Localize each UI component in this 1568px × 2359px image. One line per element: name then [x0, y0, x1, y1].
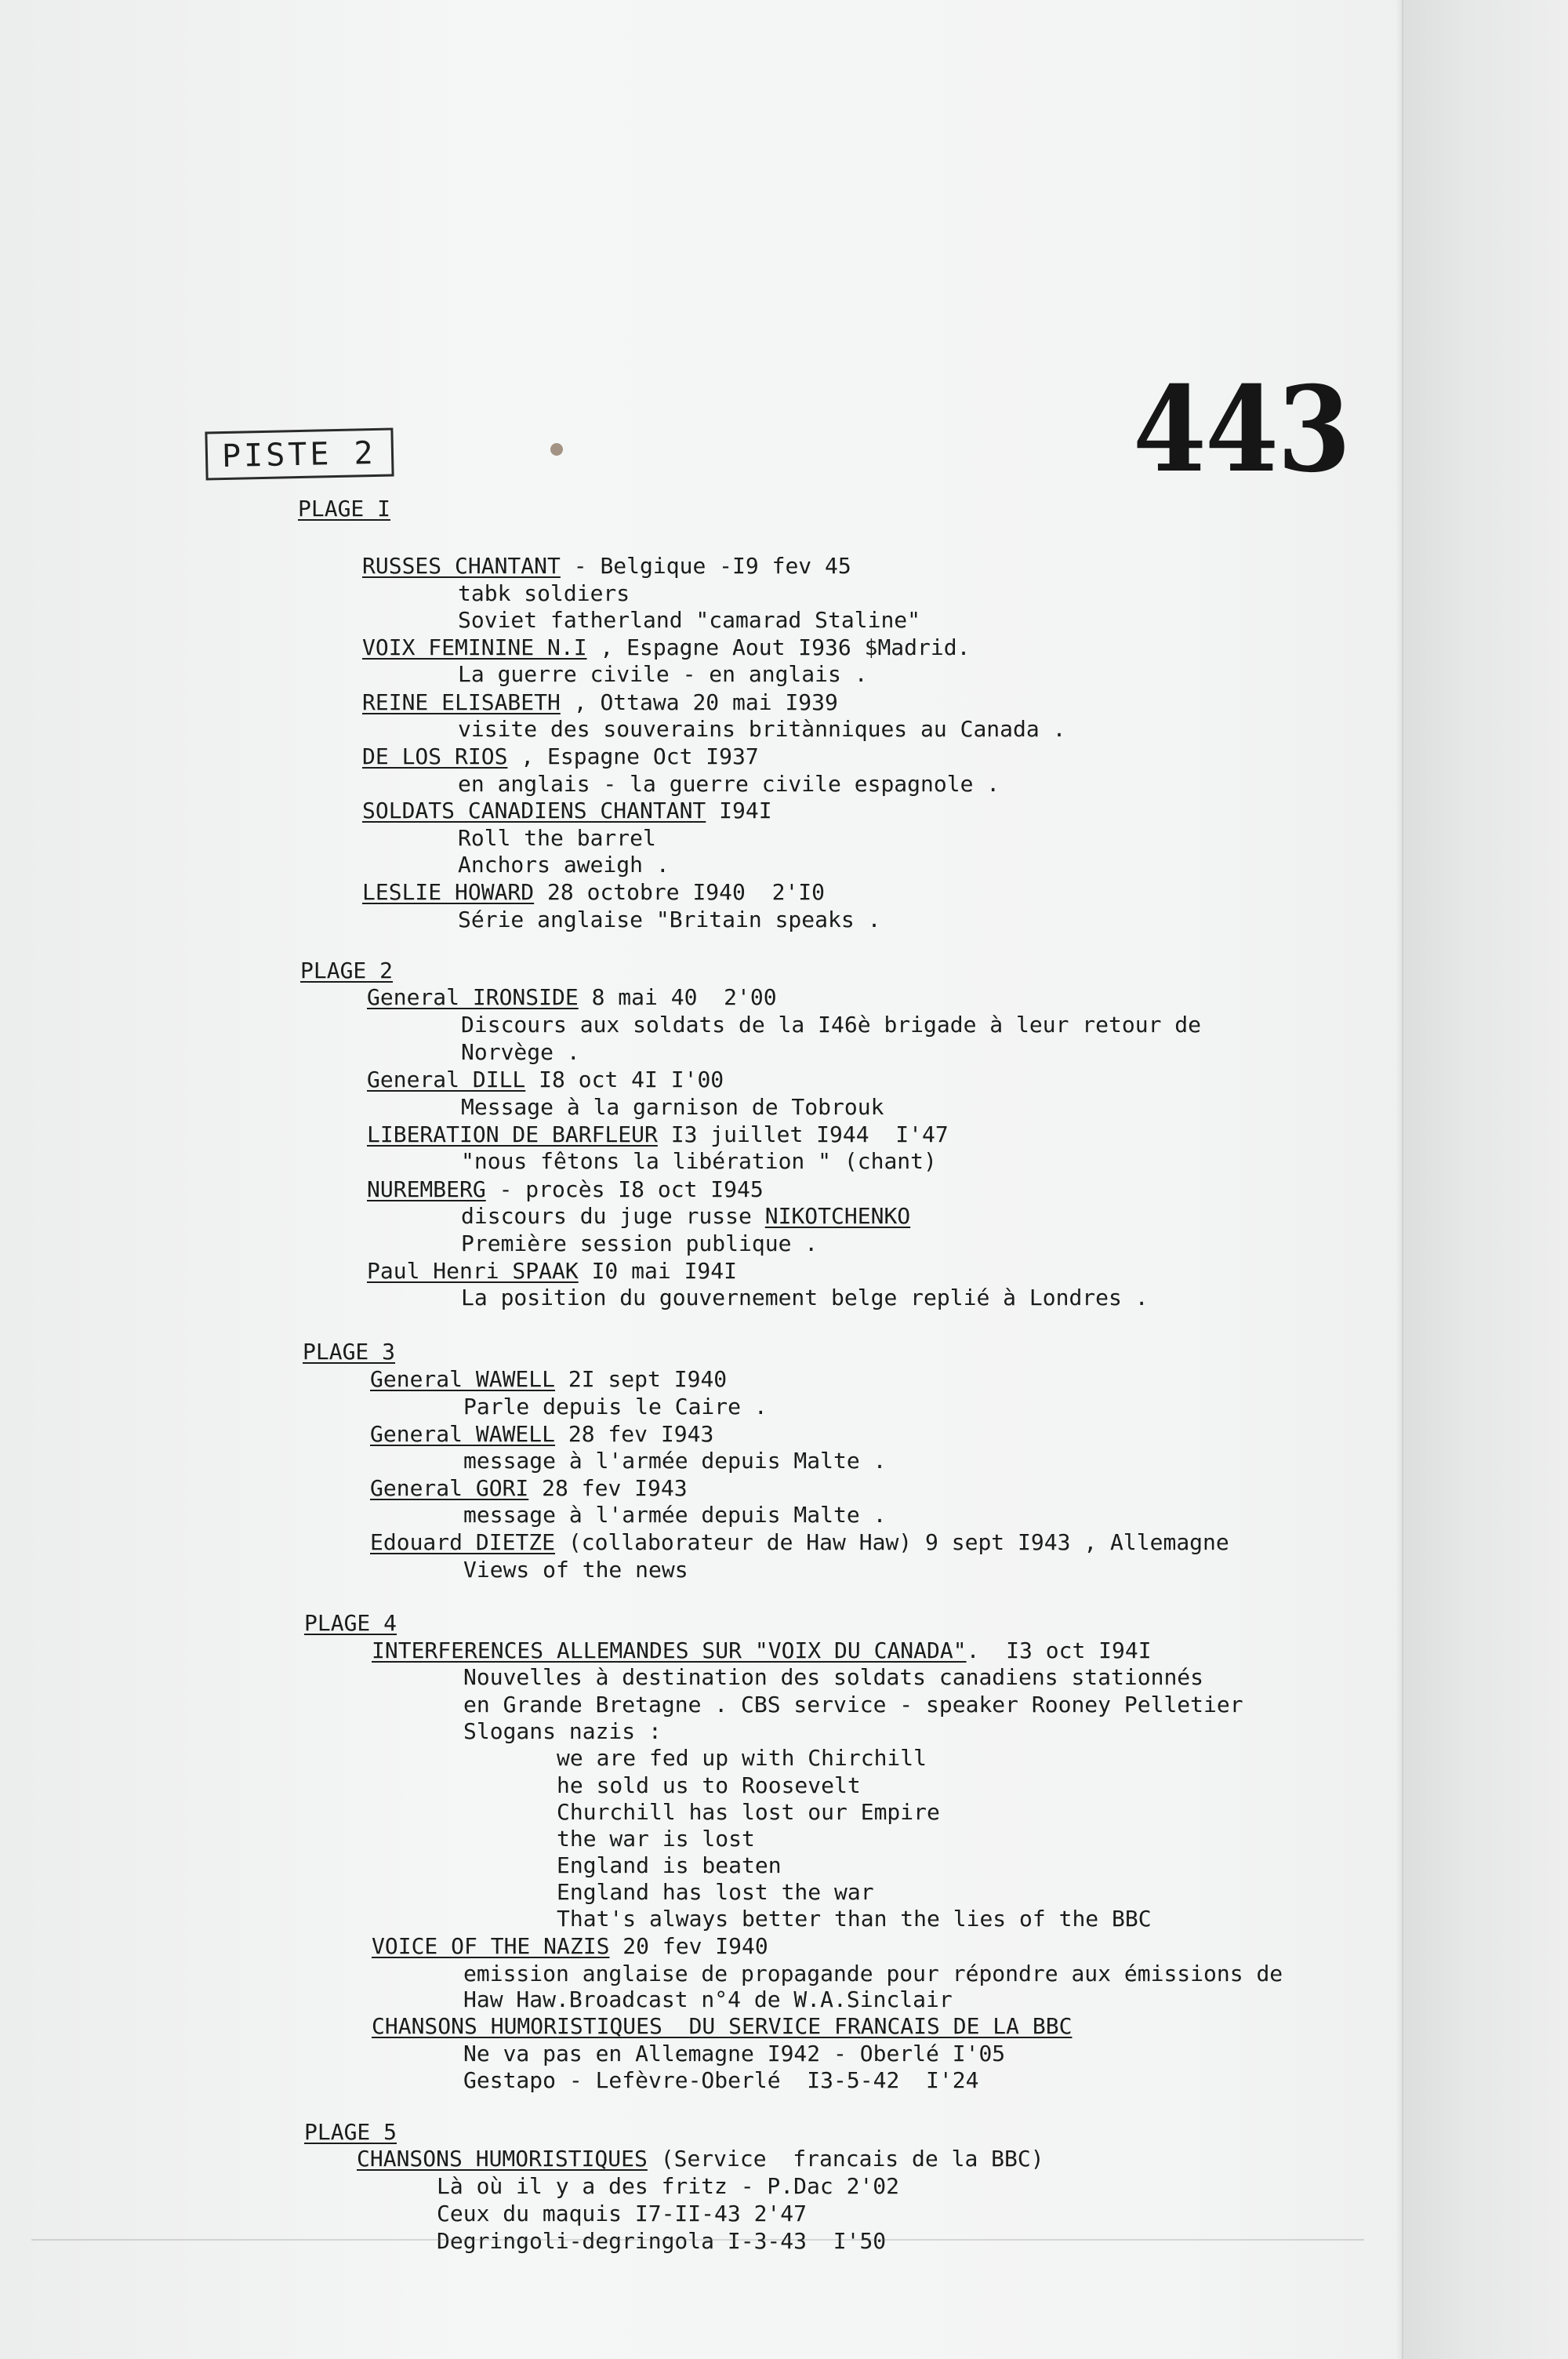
- entry-detail: Discours aux soldats de la I46è brigade à leur retour de: [461, 1012, 1202, 1038]
- entry-detail-line: [463, 1986, 953, 2013]
- entry-detail: That's always better than the lies of the BBC: [557, 1906, 1152, 1932]
- entry-heading-details: I8 oct 4I I'00: [525, 1067, 724, 1092]
- entry-heading-details: 28 fev I943: [528, 1475, 688, 1501]
- entry-detail: Série anglaise "Britain speaks .: [458, 907, 881, 932]
- entry-heading-details: 28 fev I943: [555, 1421, 714, 1447]
- entry-detail-line: [463, 1961, 1283, 1987]
- entry-detail-line: [557, 1745, 927, 1772]
- entry-heading-line: [357, 2146, 1044, 2172]
- entry-heading-line: [362, 553, 851, 580]
- entry-detail: Churchill has lost our Empire: [557, 1799, 940, 1825]
- entry-heading: SOLDATS CANADIENS CHANTANT: [362, 798, 706, 823]
- entry-detail-line: [458, 907, 880, 933]
- punch-hole: [550, 443, 563, 456]
- entry-detail: visite des souverains britànniques au Canada .: [458, 716, 1066, 742]
- entry-heading-line: [362, 634, 970, 661]
- entry-heading: NUREMBERG: [367, 1176, 486, 1202]
- entry-detail: we are fed up with Chirchill: [557, 1745, 927, 1771]
- entry-detail-line: [463, 2041, 1005, 2067]
- entry-heading-details: 8 mai 40 2'00: [578, 984, 777, 1010]
- entry-detail-line: [463, 1664, 1203, 1691]
- entry-heading-details: , Ottawa 20 mai I939: [560, 689, 838, 715]
- entry-heading: VOIX FEMININE N.I: [362, 634, 587, 660]
- entry-heading-details: (Service francais de la BBC): [647, 2146, 1044, 2172]
- piste-stamp: [205, 427, 394, 480]
- entry-detail: Parle depuis le Caire .: [463, 1394, 768, 1419]
- entry-detail: the war is lost: [557, 1826, 755, 1852]
- entry-detail: he sold us to Roosevelt: [557, 1772, 861, 1798]
- entry-detail: "nous fêtons la libération " (chant): [461, 1148, 937, 1174]
- background-edge: [1402, 0, 1568, 2359]
- entry-heading-details: 28 octobre I940 2'I0: [534, 879, 826, 905]
- entry-detail-line: [463, 2067, 978, 2094]
- entry-heading-line: [372, 2013, 1072, 2040]
- entry-detail-line: [458, 716, 1065, 743]
- entry-detail-line: [557, 1772, 861, 1799]
- entry-heading: Paul Henri SPAAK: [367, 1258, 579, 1284]
- entry-heading-details: 2I sept I940: [555, 1366, 728, 1392]
- entry-detail-line: [463, 1718, 662, 1745]
- entry-detail: England is beaten: [557, 1852, 782, 1878]
- entry-detail-line: [463, 1557, 688, 1583]
- entry-detail-line: [557, 1879, 874, 1906]
- entry-detail: Nouvelles à destination des soldats canadiens stationnés: [463, 1664, 1204, 1690]
- entry-detail: Roll the barrel: [458, 825, 656, 851]
- entry-heading-line: [362, 879, 825, 906]
- entry-heading-line: [367, 1121, 949, 1148]
- entry-detail: Degringoli-degringola I-3-43 I'50: [437, 2228, 887, 2254]
- section-title: PLAGE 3: [303, 1339, 396, 1365]
- entry-heading-details: , Espagne Aout I936 $Madrid.: [586, 634, 971, 660]
- entry-detail: Views of the news: [463, 1557, 688, 1583]
- entry-detail-line: [463, 1502, 886, 1528]
- entry-heading-details: I94I: [706, 798, 772, 823]
- entry-detail: Haw Haw.Broadcast n°4 de W.A.Sinclair: [463, 1986, 953, 2012]
- entry-heading-details: , Espagne Oct I937: [507, 743, 759, 769]
- entry-heading: INTERFERENCES ALLEMANDES SUR "VOIX DU CANADA": [372, 1637, 967, 1663]
- sheet-shadow: [1396, 0, 1403, 2359]
- entry-heading: General WAWELL: [370, 1421, 556, 1447]
- entry-detail: Anchors aweigh .: [458, 852, 670, 878]
- entry-heading-details: I0 mai I94I: [578, 1258, 738, 1284]
- entry-heading-line: [372, 1933, 768, 1960]
- entry-detail: La position du gouvernement belge replié à Londres .: [461, 1285, 1149, 1310]
- entry-detail-line: [463, 1692, 1243, 1718]
- entry-detail-line: [458, 852, 670, 878]
- entry-detail: message à l'armée depuis Malte .: [463, 1502, 887, 1528]
- entry-detail-line: [557, 1799, 940, 1826]
- entry-heading: RUSSES CHANTANT: [362, 553, 561, 579]
- entry-heading-line: [372, 1637, 1152, 1664]
- entry-detail: en anglais - la guerre civile espagnole .: [458, 771, 1000, 797]
- entry-detail: England has lost the war: [557, 1879, 874, 1905]
- entry-heading-details: - Belgique -I9 fev 45: [560, 553, 851, 579]
- entry-detail: Ceux du maquis I7-II-43 2'47: [437, 2201, 808, 2226]
- entry-heading-line: [370, 1421, 713, 1448]
- entry-heading: General DILL: [367, 1067, 526, 1092]
- entry-heading-line: [367, 1067, 724, 1093]
- section-title: PLAGE 2: [300, 958, 394, 983]
- entry-detail-line: [461, 1039, 580, 1066]
- entry-detail: Ne va pas en Allemagne I942 - Oberlé I'05: [463, 2041, 1006, 2066]
- entry-heading-line: [370, 1366, 727, 1393]
- entry-heading-details: (collaborateur de Haw Haw) 9 sept I943 , Allemagne: [555, 1529, 1229, 1555]
- entry-heading: DE LOS RIOS: [362, 743, 508, 769]
- entry-detail-line: [458, 607, 920, 634]
- entry-heading-line: [362, 689, 838, 716]
- entry-detail: discours du juge russe: [461, 1203, 765, 1229]
- entry-detail: Norvège .: [461, 1039, 580, 1065]
- entry-heading-line: [367, 1258, 737, 1285]
- entry-detail-line: [437, 2173, 899, 2200]
- entry-detail: La guerre civile - en anglais .: [458, 661, 868, 687]
- entry-detail-line: [461, 1148, 937, 1175]
- entry-heading-line: [367, 984, 777, 1011]
- section-title: PLAGE I: [298, 496, 391, 522]
- document-number: 443: [1133, 361, 1350, 499]
- entry-detail-line: [557, 1906, 1152, 1932]
- entry-heading-details: - procès I8 oct I945: [485, 1176, 764, 1202]
- entry-detail: Première session publique .: [461, 1230, 818, 1256]
- entry-detail-line: [437, 2201, 807, 2227]
- entry-heading-details: 20 fev I940: [609, 1933, 768, 1959]
- entry-heading: REINE ELISABETH: [362, 689, 561, 715]
- section-title: PLAGE 4: [304, 1610, 397, 1636]
- entry-detail-line: [461, 1203, 910, 1230]
- entry-detail-line: [461, 1285, 1149, 1311]
- entry-heading-line: [370, 1529, 1229, 1556]
- entry-detail: Gestapo - Lefèvre-Oberlé I3-5-42 I'24: [463, 2067, 979, 2093]
- entry-detail-line: [458, 580, 630, 607]
- entry-heading-line: [362, 798, 772, 824]
- entry-detail-line: [458, 771, 1000, 798]
- entry-heading-details: I3 juillet I944 I'47: [657, 1121, 949, 1147]
- entry-heading-line: [370, 1475, 688, 1502]
- entry-heading: LESLIE HOWARD: [362, 879, 535, 905]
- entry-detail: en Grande Bretagne . CBS service - speaker Rooney Pelletier: [463, 1692, 1243, 1717]
- entry-detail: emission anglaise de propagande pour répondre aux émissions de: [463, 1961, 1283, 1986]
- entry-heading-details: . I3 oct I94I: [966, 1637, 1152, 1663]
- entry-heading-line: [367, 1176, 764, 1203]
- entry-heading: LIBERATION DE BARFLEUR: [367, 1121, 658, 1147]
- entry-detail-line: [461, 1230, 818, 1257]
- entry-heading: General IRONSIDE: [367, 984, 579, 1010]
- entry-detail-line: [463, 1448, 886, 1474]
- stamp-text: PISTE 2: [221, 434, 377, 475]
- entry-heading: CHANSONS HUMORISTIQUES: [357, 2146, 648, 2172]
- entry-detail-line: [461, 1012, 1201, 1038]
- section-title: PLAGE 5: [304, 2119, 397, 2145]
- entry-heading: General WAWELL: [370, 1366, 556, 1392]
- entry-detail: Message à la garnison de Tobrouk: [461, 1094, 884, 1120]
- entry-detail: Soviet fatherland "camarad Staline": [458, 607, 921, 633]
- entry-detail-line: [557, 1852, 782, 1879]
- entry-detail: tabk soldiers: [458, 580, 630, 606]
- entry-detail-line: [557, 1826, 755, 1852]
- entry-detail-line: [461, 1094, 884, 1121]
- entry-detail-line: [463, 1394, 768, 1420]
- entry-heading: CHANSONS HUMORISTIQUES DU SERVICE FRANCAIS DE LA BBC: [372, 2013, 1073, 2039]
- entry-detail-line: [458, 825, 656, 852]
- entry-detail: message à l'armée depuis Malte .: [463, 1448, 887, 1474]
- entry-heading: VOICE OF THE NAZIS: [372, 1933, 610, 1959]
- entry-detail: Là où il y a des fritz - P.Dac 2'02: [437, 2173, 900, 2199]
- entry-heading: Edouard DIETZE: [370, 1529, 556, 1555]
- entry-detail-line: [458, 661, 868, 688]
- entry-detail-line: [437, 2228, 886, 2255]
- bottom-rule: [31, 2239, 1364, 2241]
- entry-heading: General GORI: [370, 1475, 529, 1501]
- entry-detail: Slogans nazis :: [463, 1718, 662, 1744]
- entry-detail-name: NIKOTCHENKO: [764, 1203, 911, 1229]
- entry-heading-line: [362, 743, 759, 770]
